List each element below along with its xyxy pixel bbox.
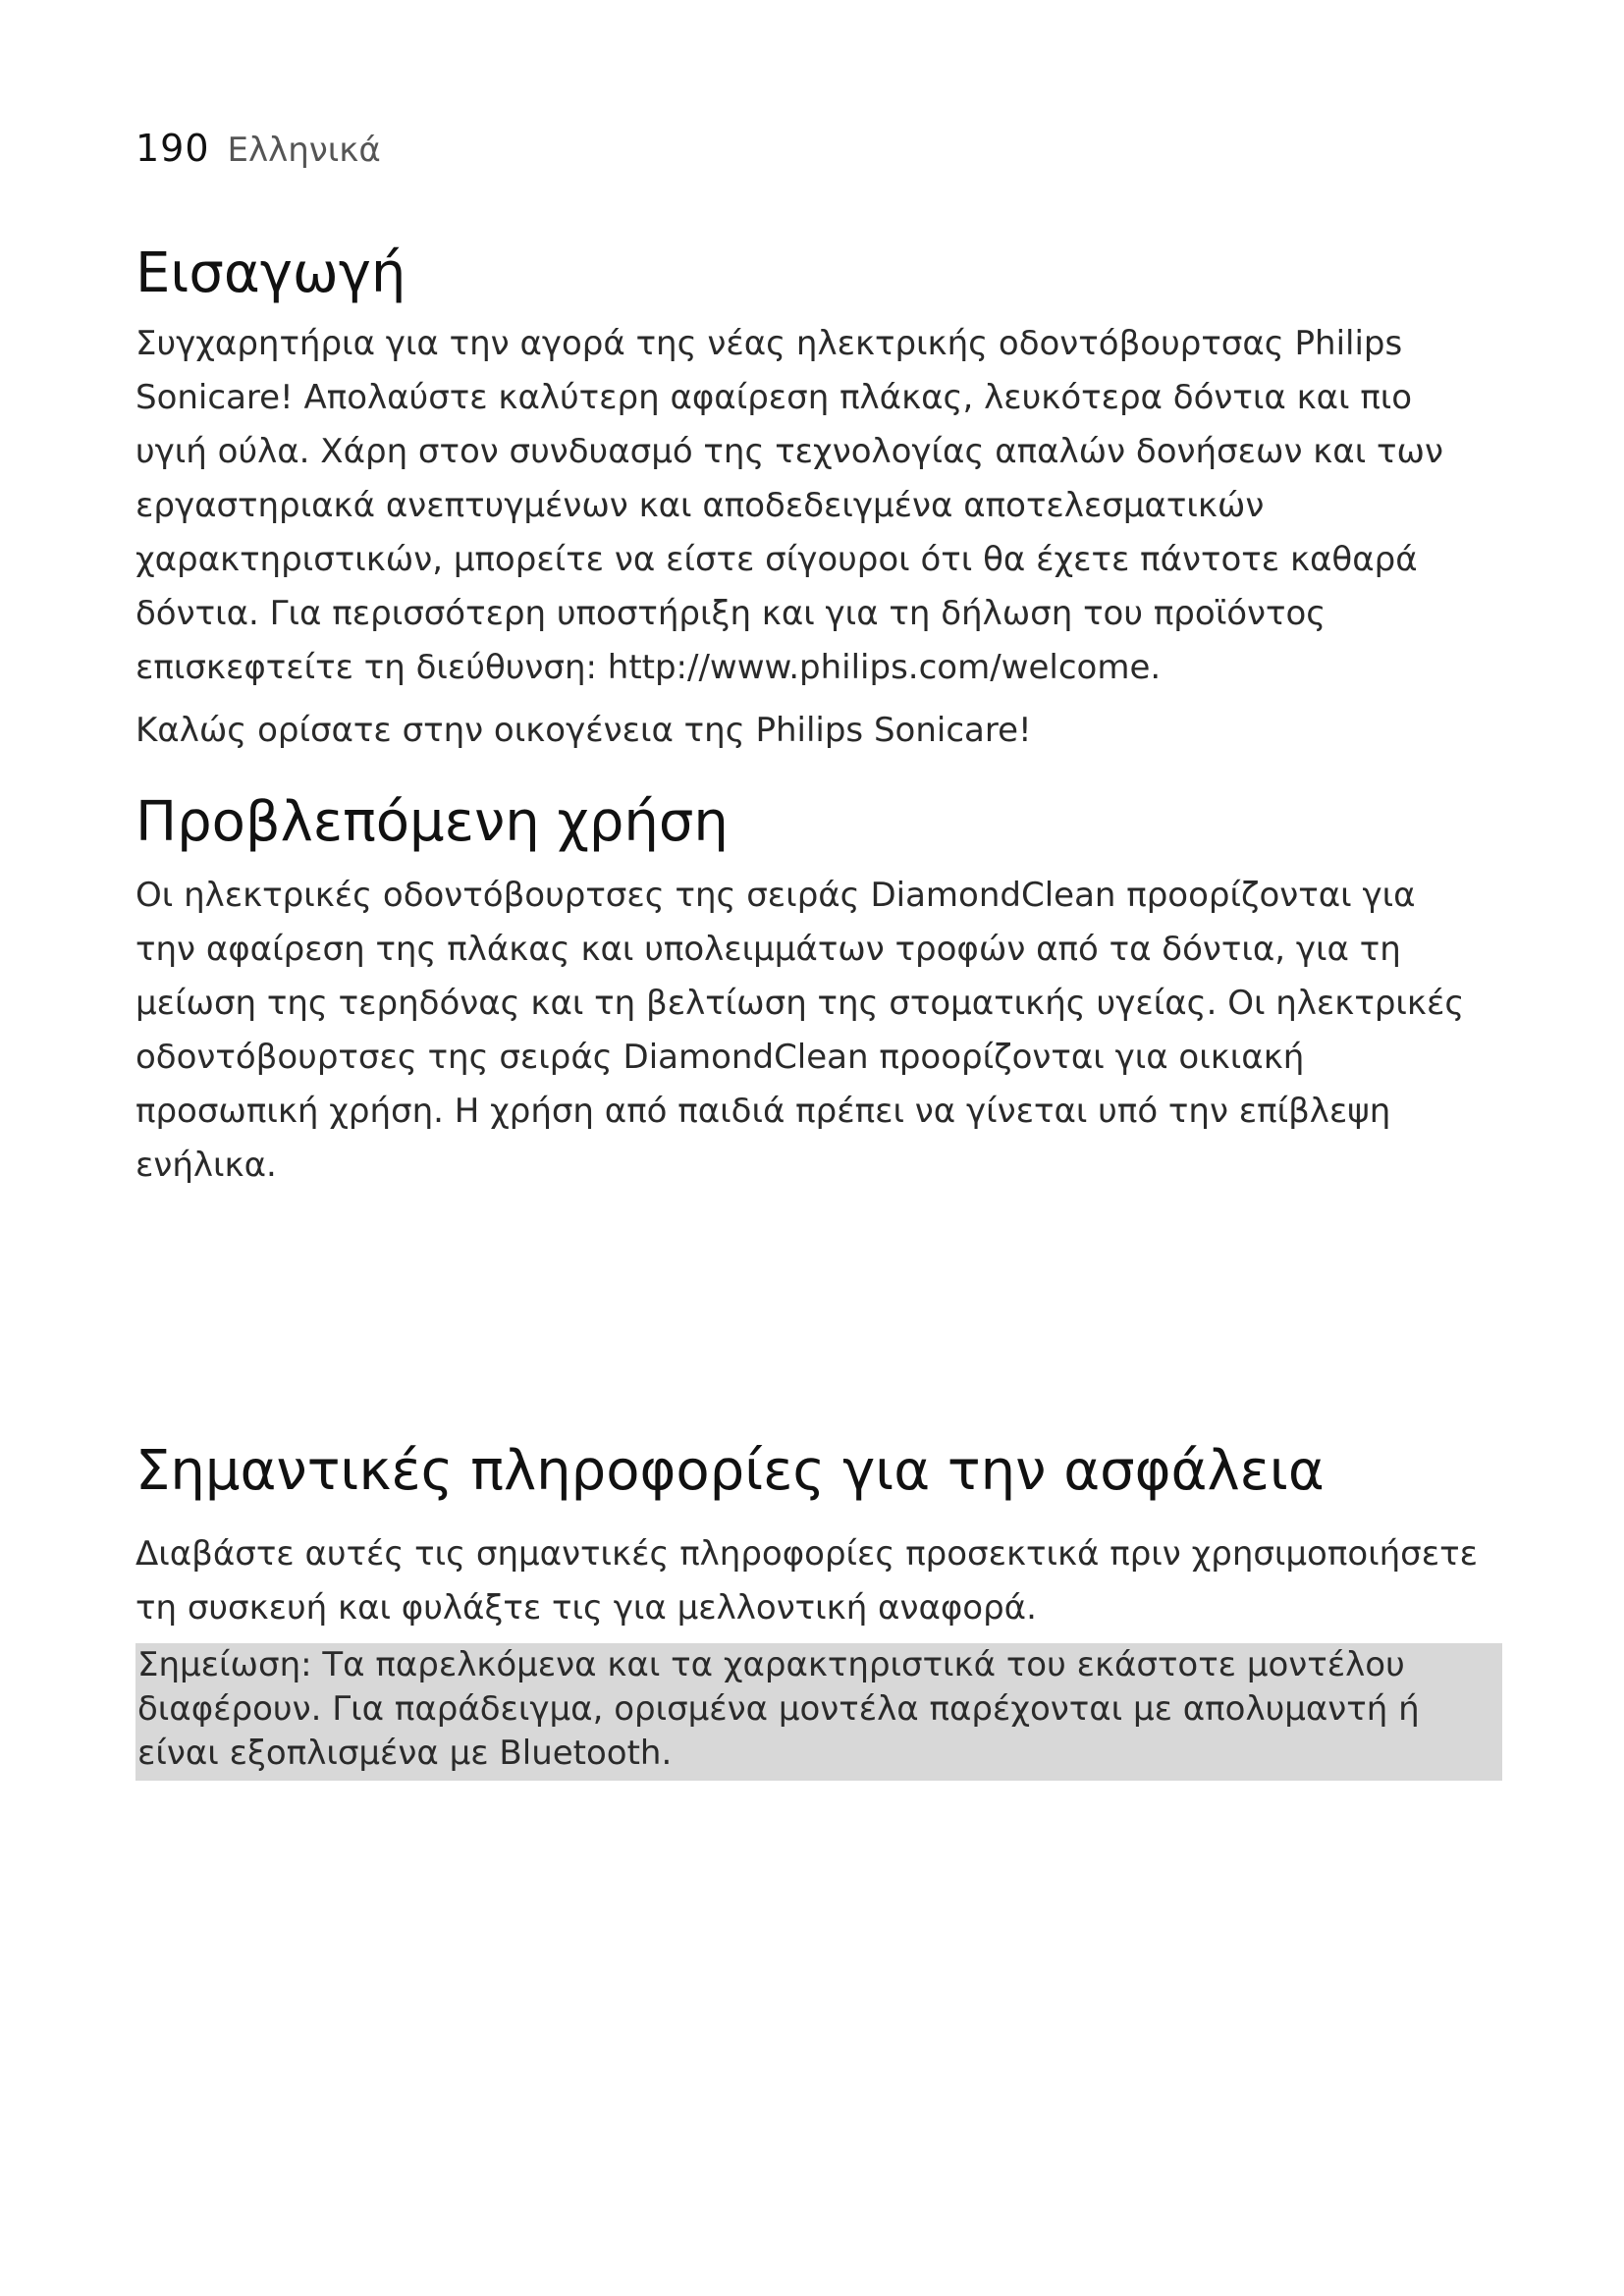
text-line: Διαβάστε αυτές τις σημαντικές πληροφορίες προσεκτικά πριν χρησιμοποιήσετε (135, 1534, 1478, 1574)
page-header (135, 126, 381, 173)
text-line: οδοντόβουρτσες της σειράς DiamondClean προορίζονται για οικιακή (135, 1038, 1305, 1077)
text-line: εργαστηριακά ανεπτυγμένων και αποδεδειγμένα αποτελεσματικών (135, 486, 1265, 525)
text-line: τη συσκευή και φυλάξτε τις για μελλοντική αναφορά. (135, 1588, 1037, 1628)
text-line: μείωση της τερηδόνας και τη βελτίωση της στοματικής υγείας. Οι ηλεκτρικές (135, 984, 1465, 1023)
page-number: 190 (135, 127, 210, 170)
note-line: διαφέρουν. Για παράδειγμα, ορισμένα μοντέλα παρέχονται με απολυμαντή ή (137, 1689, 1420, 1729)
text-line: χαρακτηριστικών, μπορείτε να είστε σίγουροι ότι θα έχετε πάντοτε καθαρά (135, 540, 1418, 579)
safety-paragraph (135, 1527, 1510, 1635)
intended-use-paragraph (135, 869, 1510, 1193)
intro-heading: Εισαγωγή (135, 241, 406, 305)
intended-use-heading: Προβλεπόμενη χρήση (135, 790, 729, 854)
note-line: Σημείωση: Τα παρελκόμενα και τα χαρακτηριστικά του εκάστοτε μοντέλου (137, 1645, 1405, 1684)
language-label: Ελληνικά (227, 131, 381, 170)
text-line: Συγχαρητήρια για την αγορά της νέας ηλεκτρικής οδοντόβουρτσας Philips (135, 324, 1403, 363)
text-line: ενήλικα. (135, 1146, 277, 1185)
text-line: επισκεφτείτε τη διεύθυνση: http://www.philips.com/welcome. (135, 648, 1162, 687)
text-line: υγιή ούλα. Χάρη στον συνδυασμό της τεχνολογίας απαλών δονήσεων και των (135, 432, 1443, 471)
text-line: δόντια. Για περισσότερη υποστήριξη και για τη δήλωση του προϊόντος (135, 594, 1326, 633)
note-line: είναι εξοπλισμένα με Bluetooth. (137, 1734, 673, 1773)
welcome-paragraph: Καλώς ορίσατε στην οικογένεια της Philips Sonicare! (135, 711, 1032, 750)
text-line: προσωπική χρήση. Η χρήση από παιδιά πρέπει να γίνεται υπό την επίβλεψη (135, 1092, 1391, 1131)
text-line: την αφαίρεση της πλάκας και υπολειμμάτων τροφών από τα δόντια, για τη (135, 930, 1401, 969)
note-box (135, 1643, 1502, 1781)
text-line: Οι ηλεκτρικές οδοντόβουρτσες της σειράς DiamondClean προορίζονται για (135, 876, 1416, 915)
text-line: Sonicare! Απολαύστε καλύτερη αφαίρεση πλάκας, λευκότερα δόντια και πιο (135, 378, 1413, 417)
safety-heading: Σημαντικές πληροφορίες για την ασφάλεια (135, 1439, 1325, 1503)
intro-paragraph (135, 317, 1510, 695)
